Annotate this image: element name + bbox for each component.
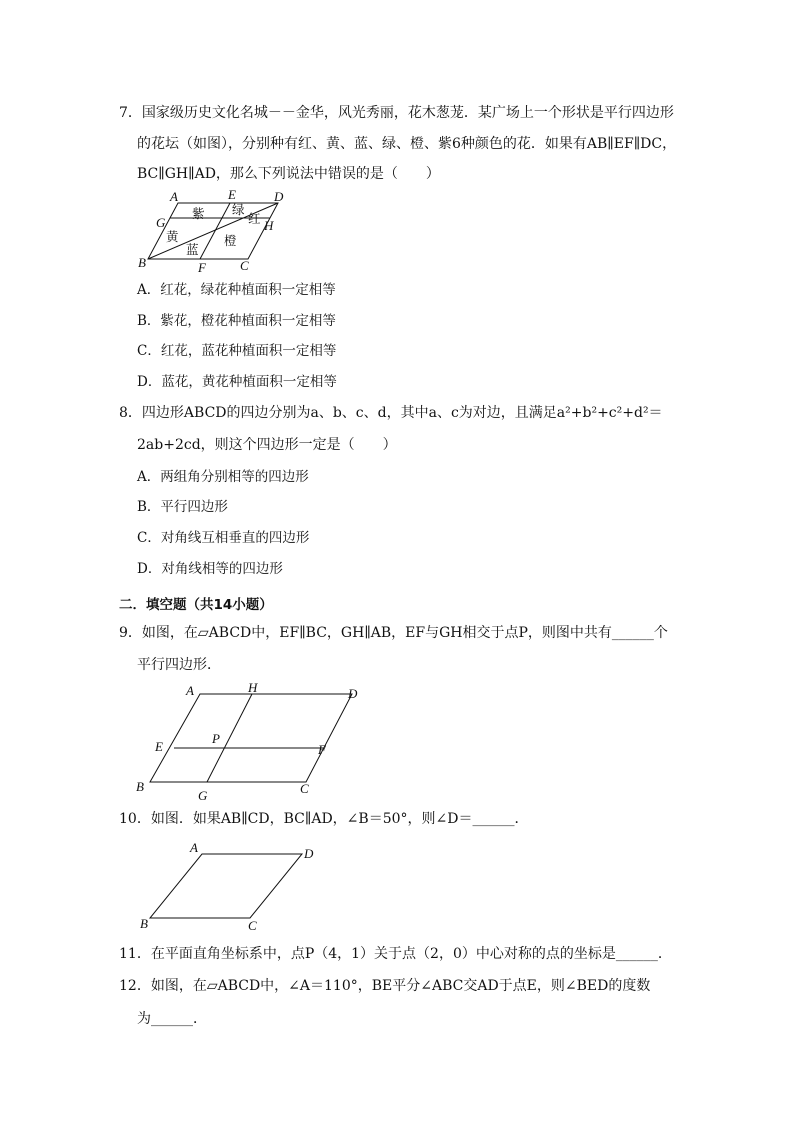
q8-option-a[interactable]: A．两组角分别相等的四边形 bbox=[137, 469, 309, 485]
q9-label-d: D bbox=[348, 686, 358, 701]
q7-stem-line-1: 7．国家级历史文化名城－－金华，风光秀丽，花木葱茏．某广场上一个形状是平行四边形 bbox=[119, 105, 674, 121]
q10-label-b: B bbox=[140, 916, 148, 931]
q9-label-h: H bbox=[248, 680, 258, 695]
q7-region-green: 绿 bbox=[232, 202, 245, 217]
q10-label-d: D bbox=[304, 846, 314, 861]
q7-region-blue: 蓝 bbox=[186, 242, 199, 257]
q10-parallelogram bbox=[150, 854, 302, 918]
q9-label-e: E bbox=[155, 739, 163, 754]
q11-stem-line-1: 11．在平面直角坐标系中，点P（4，1）关于点（2，0）中心对称的点的坐标是______． bbox=[119, 946, 672, 962]
q8-option-d[interactable]: D．对角线相等的四边形 bbox=[137, 561, 283, 577]
q7-region-orange: 橙 bbox=[224, 233, 237, 248]
q9-label-a: A bbox=[186, 683, 194, 698]
q7-option-d[interactable]: D．蓝花，黄花种植面积一定相等 bbox=[137, 374, 337, 390]
q7-option-b[interactable]: B．紫花，橙花种植面积一定相等 bbox=[137, 313, 336, 329]
q7-stem-line-3: BC∥GH∥AD，那么下列说法中错误的是（ ） bbox=[137, 166, 440, 182]
q9-label-p: P bbox=[212, 731, 220, 746]
q7-region-red: 红 bbox=[248, 211, 261, 226]
q9-parallelogram-figure bbox=[130, 676, 370, 804]
section-heading-fill-in: 二．填空题（共14小题） bbox=[119, 597, 273, 613]
q7-flowerbed-figure bbox=[130, 185, 290, 275]
q12-stem-line-1: 12．如图，在▱ABCD中，∠A＝110°，BE平分∠ABC交AD于点E，则∠BED的度数 bbox=[119, 978, 651, 994]
q7-option-c[interactable]: C．红花，蓝花种植面积一定相等 bbox=[137, 343, 337, 359]
q10-label-a: A bbox=[190, 840, 198, 855]
q7-label-a: A bbox=[170, 189, 178, 204]
q7-label-h: H bbox=[264, 218, 274, 233]
q9-label-c: C bbox=[300, 781, 309, 796]
q7-label-c: C bbox=[240, 258, 249, 273]
q7-region-yellow: 黄 bbox=[166, 229, 179, 244]
q7-option-a[interactable]: A．红花，绿花种植面积一定相等 bbox=[137, 282, 336, 298]
q7-stem-line-2: 的花坛（如图），分别种有红、黄、蓝、绿、橙、紫6种颜色的花．如果有AB∥EF∥DC， bbox=[137, 136, 677, 152]
q10-stem-line-1: 10．如图．如果AB∥CD，BC∥AD，∠B＝50°，则∠D＝______． bbox=[119, 811, 529, 827]
q7-label-f: F bbox=[198, 260, 206, 275]
q9-stem-line-2: 平行四边形． bbox=[137, 657, 221, 673]
q7-label-b: B bbox=[138, 255, 146, 270]
q9-label-b: B bbox=[136, 779, 144, 794]
q7-label-d: D bbox=[274, 189, 284, 204]
q9-parallelogram bbox=[150, 694, 352, 782]
q7-label-g: G bbox=[156, 215, 166, 230]
q8-option-b[interactable]: B．平行四边形 bbox=[137, 499, 228, 515]
q7-region-purple: 紫 bbox=[192, 206, 205, 221]
q8-stem-line-2: 2ab+2cd，则这个四边形一定是（ ） bbox=[137, 437, 397, 453]
q8-stem-line-1: 8．四边形ABCD的四边分别为a、b、c、d，其中a、c为对边，且满足a²+b²+c²+d²＝ bbox=[119, 405, 663, 421]
q12-stem-line-2: 为______． bbox=[137, 1011, 207, 1027]
q10-parallelogram-figure bbox=[130, 838, 330, 936]
q9-label-f: F bbox=[318, 742, 326, 757]
q10-label-c: C bbox=[248, 918, 257, 933]
q9-label-g: G bbox=[198, 788, 208, 803]
q8-option-c[interactable]: C．对角线互相垂直的四边形 bbox=[137, 530, 310, 546]
q7-label-e: E bbox=[228, 187, 236, 202]
q9-stem-line-1: 9．如图，在▱ABCD中，EF∥BC，GH∥AB，EF与GH相交于点P，则图中共有______个 bbox=[119, 625, 668, 641]
